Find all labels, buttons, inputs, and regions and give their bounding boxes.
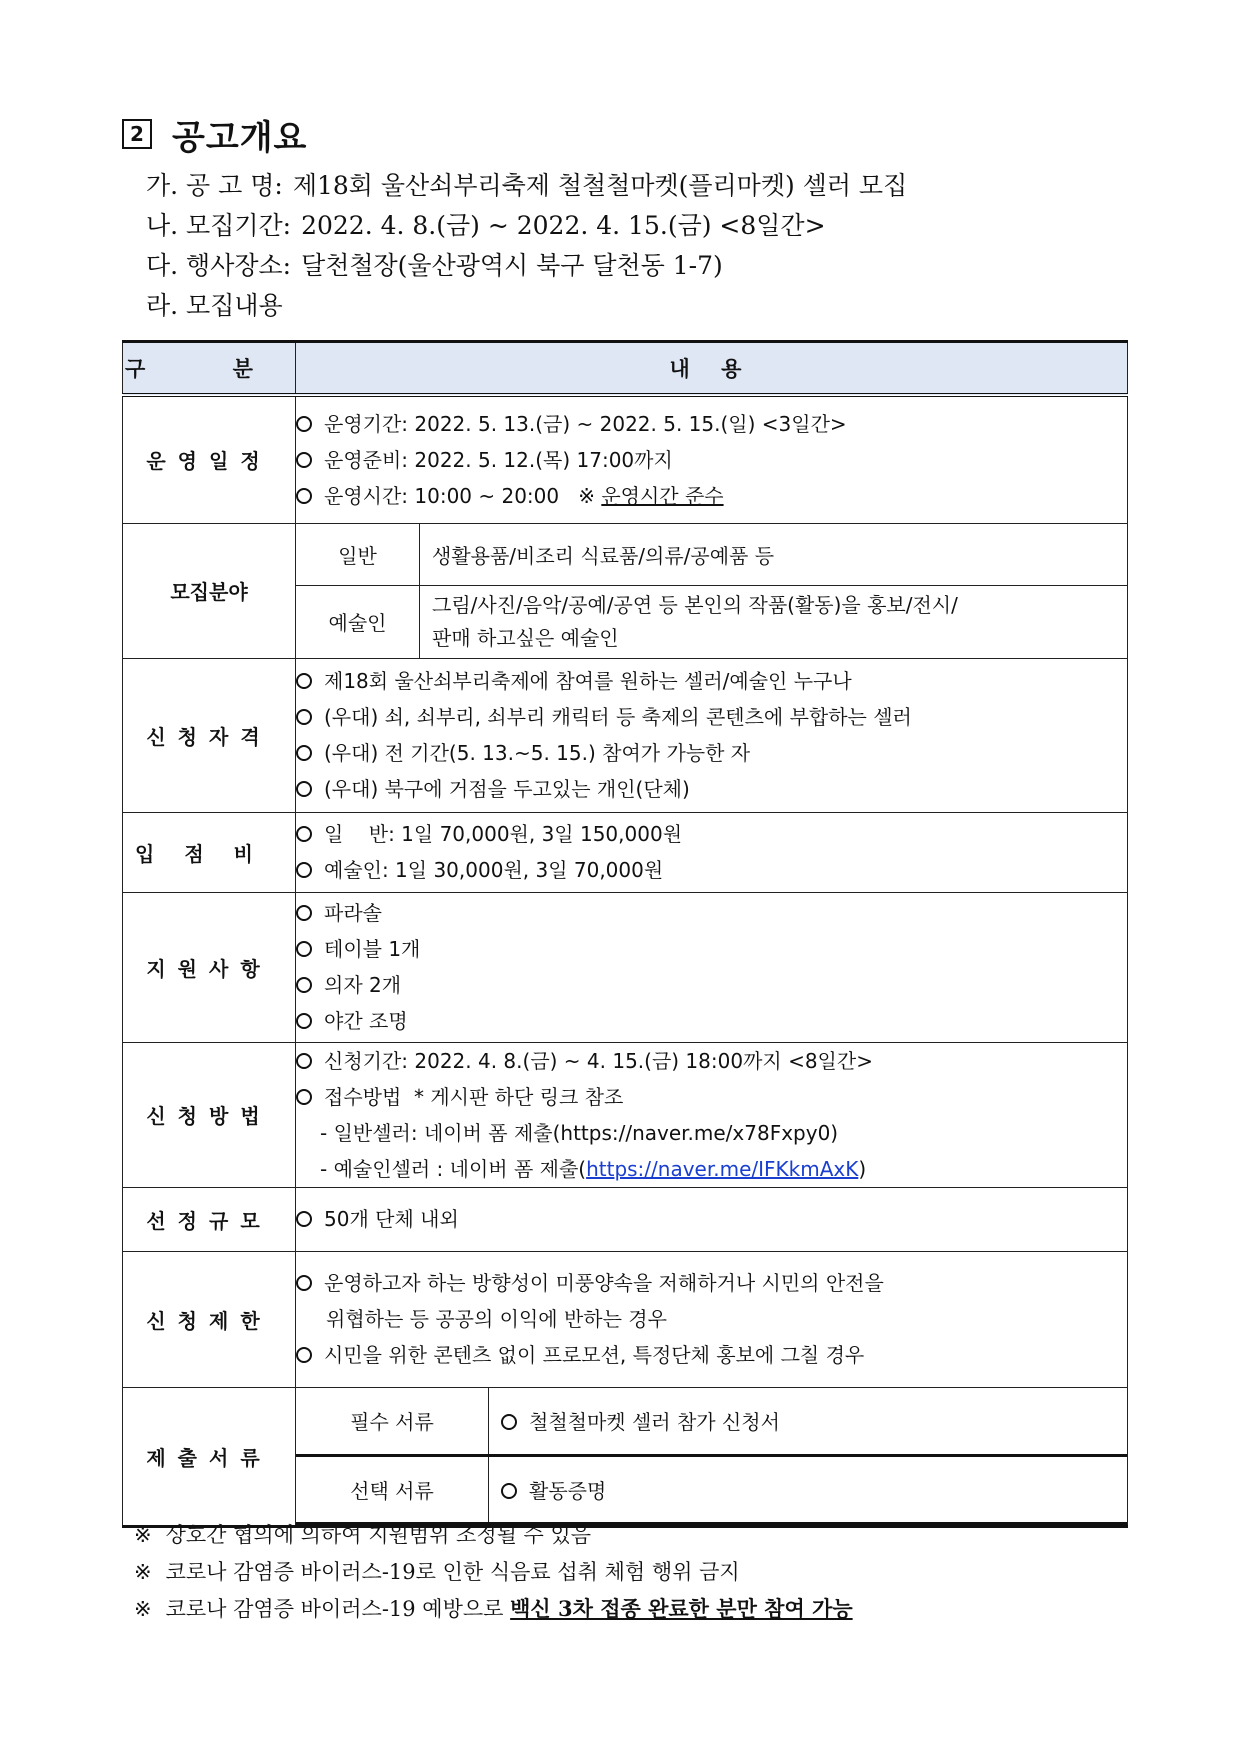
list-item: 제18회 울산쇠부리축제에 참여를 원하는 셀러/예술인 누구나 — [296, 663, 1127, 699]
list-item: 시민을 위한 콘텐츠 없이 프로모션, 특정단체 홍보에 그칠 경우 — [296, 1337, 1127, 1373]
required-docs-name: 필수 서류 — [296, 1388, 489, 1456]
documents-label: 제출서류 — [123, 1387, 296, 1527]
section-number: 2 — [122, 119, 152, 149]
optional-docs-name: 선택 서류 — [296, 1456, 489, 1524]
circle-bullet-icon — [296, 745, 312, 761]
table-header — [123, 342, 1128, 396]
circle-bullet-icon — [296, 1013, 312, 1029]
required-docs-value: 철철철마켓 셀러 참가 신청서 — [489, 1388, 1128, 1456]
circle-bullet-icon — [501, 1483, 517, 1499]
list-item: 신청기간: 2022. 4. 8.(금) ~ 4. 15.(금) 18:00까지 <8일간> — [296, 1043, 1127, 1079]
method-artist-seller: - 예술인셀러 : 네이버 폼 제출(https://naver.me/IFKkmAxK) — [320, 1156, 867, 1181]
overview-title: 가. 공 고 명: 제18회 울산쇠부리축제 철철철마켓(플리마켓) 셀러 모집 — [146, 171, 908, 200]
circle-bullet-icon — [296, 1211, 312, 1227]
list-item-continued: 위협하는 등 공공의 이익에 반하는 경우 — [326, 1307, 667, 1331]
fee-label: 입점비 — [123, 812, 296, 892]
circle-bullet-icon — [296, 781, 312, 797]
circle-bullet-icon — [296, 941, 312, 957]
note-1: ※ 상호간 협의에 의하여 지원범위 조정될 수 있음 — [134, 1523, 592, 1547]
circle-bullet-icon — [296, 1275, 312, 1291]
circle-bullet-icon — [296, 709, 312, 725]
recruitment-table — [122, 340, 1128, 1528]
list-item: (우대) 북구에 거점을 두고있는 개인(단체) — [296, 771, 1127, 807]
row-documents — [123, 1387, 1128, 1527]
circle-bullet-icon — [296, 1053, 312, 1069]
list-item: 의자 2개 — [296, 967, 1127, 1003]
circle-bullet-icon — [296, 1347, 312, 1363]
overview-venue: 다. 행사장소: 달천철장(울산광역시 북구 달천동 1-7) — [146, 251, 723, 280]
scale-label: 선정규모 — [123, 1187, 296, 1251]
method-general-seller: - 일반셀러: 네이버 폼 제출(https://naver.me/x78Fxpy0) — [320, 1120, 839, 1145]
row-schedule — [123, 395, 1128, 523]
field-general-desc: 생활용품/비조리 식료품/의류/공예품 등 — [420, 524, 1128, 586]
section-heading — [122, 112, 307, 156]
eligibility-label: 신청자격 — [123, 658, 296, 812]
list-item: (우대) 쇠, 쇠부리, 쇠부리 캐릭터 등 축제의 콘텐츠에 부합하는 셀러 — [296, 699, 1127, 735]
method-label: 신청방법 — [123, 1042, 296, 1187]
circle-bullet-icon — [296, 416, 312, 432]
row-support — [123, 892, 1128, 1042]
schedule-label: 운영일정 — [123, 395, 296, 523]
overview-contents: 라. 모집내용 — [146, 291, 283, 320]
list-item: 일 반: 1일 70,000원, 3일 150,000원 — [296, 816, 1127, 852]
row-fee — [123, 812, 1128, 892]
circle-bullet-icon — [296, 977, 312, 993]
circle-bullet-icon — [296, 673, 312, 689]
list-item: 예술인: 1일 30,000원, 3일 70,000원 — [296, 852, 1127, 888]
list-item: 운영하고자 하는 방향성이 미풍양속을 저해하거나 시민의 안전을 — [296, 1265, 1127, 1301]
field-artist-desc-2: 판매 하고싶은 예술인 — [432, 625, 619, 650]
circle-bullet-icon — [501, 1414, 517, 1430]
documents-subtable — [296, 1388, 1127, 1526]
circle-bullet-icon — [296, 452, 312, 468]
field-artist-name: 예술인 — [296, 586, 420, 658]
list-item: 50개 단체 내외 — [296, 1201, 1127, 1237]
circle-bullet-icon — [296, 862, 312, 878]
note-3: ※ 코로나 감염증 바이러스-19 예방으로 백신 3차 접종 완료한 분만 참여 가능 — [134, 1596, 853, 1621]
artist-form-link[interactable]: https://naver.me/IFKkmAxK — [586, 1156, 859, 1181]
circle-bullet-icon — [296, 826, 312, 842]
overview-period: 나. 모집기간: 2022. 4. 8.(금) ~ 2022. 4. 15.(금) <8일간> — [146, 211, 826, 240]
list-item: 접수방법 * 게시판 하단 링크 참조 — [296, 1079, 1127, 1115]
support-label: 지원사항 — [123, 892, 296, 1042]
row-scale — [123, 1187, 1128, 1251]
row-method — [123, 1042, 1128, 1187]
circle-bullet-icon — [296, 905, 312, 921]
circle-bullet-icon — [296, 1089, 312, 1105]
list-item: 운영준비: 2022. 5. 12.(목) 17:00까지 — [296, 442, 1127, 478]
header-category: 구 분 — [123, 342, 296, 396]
list-item: 운영시간: 10:00 ~ 20:00 ※ 운영시간 준수 — [296, 478, 1127, 514]
list-item: 파라솔 — [296, 895, 1127, 931]
fields-subtable — [296, 524, 1127, 658]
field-general-name: 일반 — [296, 524, 420, 586]
header-content: 내 용 — [296, 342, 1128, 396]
circle-bullet-icon — [296, 488, 312, 504]
row-restriction — [123, 1251, 1128, 1387]
fields-label: 모집분야 — [123, 523, 296, 658]
list-item: 운영기간: 2022. 5. 13.(금) ~ 2022. 5. 15.(일) <3일간> — [296, 406, 1127, 442]
row-eligibility — [123, 658, 1128, 812]
list-item: (우대) 전 기간(5. 13.~5. 15.) 참여가 가능한 자 — [296, 735, 1127, 771]
field-artist-desc: 그림/사진/음악/공예/공연 등 본인의 작품(활동)을 홍보/전시/ — [432, 592, 958, 617]
row-fields — [123, 523, 1128, 658]
section-title: 공고개요 — [172, 117, 308, 158]
vaccine-requirement: 백신 3차 접종 완료한 분만 참여 가능 — [510, 1596, 853, 1621]
note-2: ※ 코로나 감염증 바이러스-19로 인한 식음료 섭취 체험 행위 금지 — [134, 1560, 740, 1584]
list-item: 야간 조명 — [296, 1003, 1127, 1039]
optional-docs-value: 활동증명 — [489, 1456, 1128, 1524]
list-item: 테이블 1개 — [296, 931, 1127, 967]
restriction-label: 신청제한 — [123, 1251, 296, 1387]
